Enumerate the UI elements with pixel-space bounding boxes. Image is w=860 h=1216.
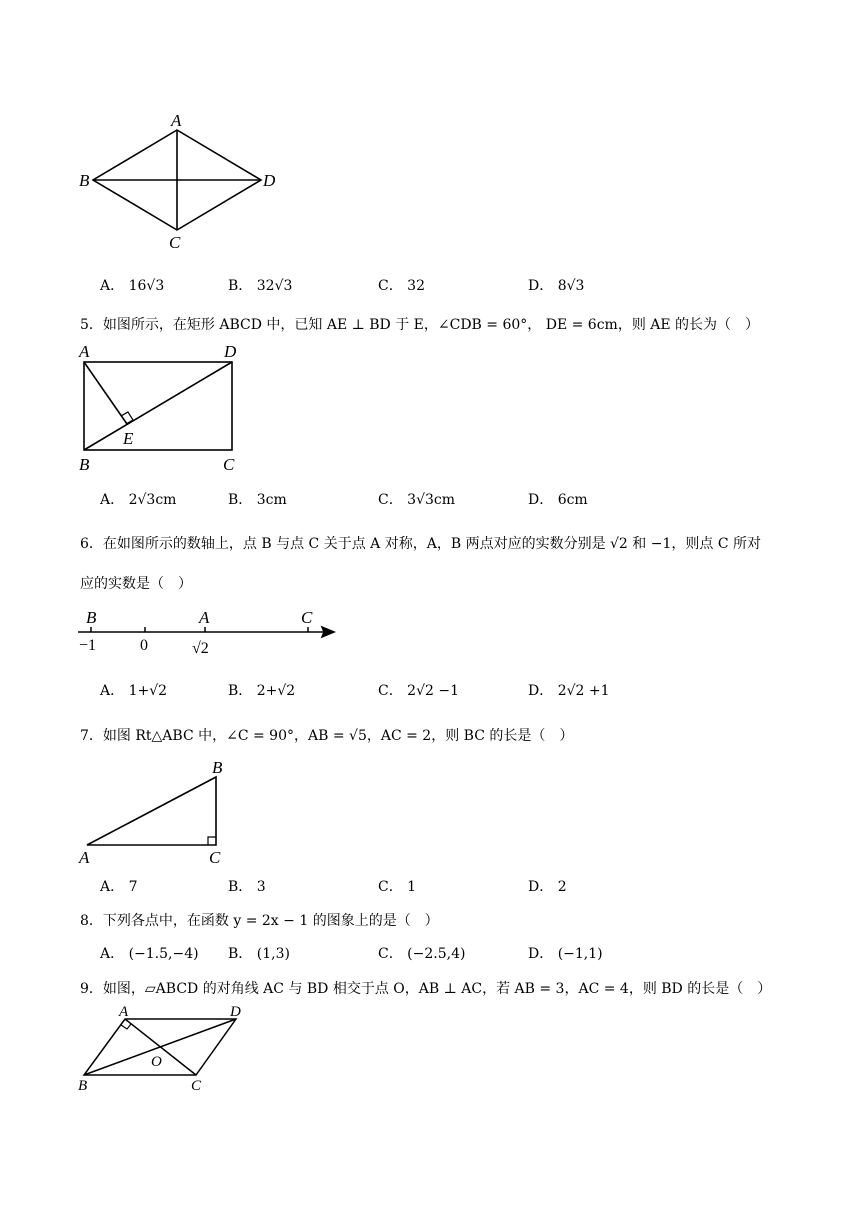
label-b: B <box>212 758 223 777</box>
label-a: A <box>79 848 90 867</box>
label-b: B <box>86 608 97 627</box>
q8-option-c[interactable]: C． (−2.5,4) <box>378 946 466 962</box>
right-angle-mark <box>208 837 216 845</box>
label-sqrt2: √2 <box>192 640 209 657</box>
label-c: C <box>223 455 235 474</box>
diagonal-bd <box>84 362 232 450</box>
q7-option-d[interactable]: D． 2 <box>528 879 567 895</box>
label-zero: 0 <box>140 637 148 654</box>
label-b: B <box>78 1078 88 1094</box>
label-c: C <box>301 608 313 627</box>
label-c: C <box>191 1078 202 1094</box>
label-e: E <box>123 429 134 448</box>
label-d: D <box>224 342 237 361</box>
label-o: O <box>151 1054 162 1070</box>
q5-rectangle-figure <box>70 340 250 475</box>
q5-option-c[interactable]: C． 3√3cm <box>378 492 456 508</box>
q4-option-c[interactable]: C． 32 <box>378 278 425 294</box>
label-d: D <box>263 171 276 190</box>
q8-text: 8．下列各点中，在函数 y = 2x − 1 的图象上的是（ ） <box>80 913 439 929</box>
q6-option-c[interactable]: C． 2√2 −1 <box>378 683 459 699</box>
q7-text: 7．如图 Rt△ABC 中，∠C = 90°，AB = √5，AC = 2，则 BC 的长是（ ） <box>80 728 574 744</box>
number-line-arrow <box>322 627 334 637</box>
q7-option-b[interactable]: B． 3 <box>228 879 266 895</box>
label-c: C <box>209 848 221 867</box>
label-a: A <box>79 342 90 361</box>
q6-text-line1: 6．在如图所示的数轴上，点 B 与点 C 关于点 A 对称，A，B 两点对应的实数分别是 √2 和 −1，则点 C 所对 <box>80 536 761 552</box>
q9-parallelogram-figure <box>70 1005 260 1100</box>
perpendicular-ae <box>84 362 127 424</box>
q5-option-a[interactable]: A． 2√3cm <box>100 492 177 508</box>
q5-option-d[interactable]: D． 6cm <box>528 492 588 508</box>
q6-number-line-figure <box>70 605 350 660</box>
q4-option-d[interactable]: D． 8√3 <box>528 278 585 294</box>
q7-right-triangle-figure <box>70 755 240 867</box>
q5-option-b[interactable]: B． 3cm <box>228 492 287 508</box>
q8-option-d[interactable]: D． (−1,1) <box>528 946 603 962</box>
label-b: B <box>79 455 90 474</box>
q8-option-b[interactable]: B． (1,3) <box>228 946 290 962</box>
q9-text: 9．如图，▱ABCD 的对角线 AC 与 BD 相交于点 O，AB ⊥ AC，若 AB = 3，AC = 4，则 BD 的长是（ ） <box>80 981 772 997</box>
right-angle-mark <box>121 1024 131 1029</box>
q4-option-b[interactable]: B． 32√3 <box>228 278 293 294</box>
q4-rhombus-figure <box>70 108 300 253</box>
label-a: A <box>119 1005 129 1020</box>
label-a: A <box>171 111 182 130</box>
label-d: D <box>230 1005 241 1020</box>
q8-option-a[interactable]: A． (−1.5,−4) <box>100 946 199 962</box>
q7-option-c[interactable]: C． 1 <box>378 879 417 895</box>
triangle-outline <box>87 777 216 845</box>
label-b: B <box>79 171 90 190</box>
label-a: A <box>199 608 210 627</box>
q6-option-d[interactable]: D． 2√2 +1 <box>528 683 610 699</box>
label-neg-one: −1 <box>79 637 97 654</box>
q4-option-a[interactable]: A． 16√3 <box>100 278 165 294</box>
q7-option-a[interactable]: A． 7 <box>100 879 138 895</box>
q5-text: 5．如图所示，在矩形 ABCD 中，已知 AE ⊥ BD 于 E，∠CDB = 60°， DE = 6cm，则 AE 的长为（ ） <box>80 317 760 333</box>
q6-text-line2: 应的实数是（ ） <box>80 576 192 592</box>
label-c: C <box>169 233 181 252</box>
q6-option-b[interactable]: B． 2+√2 <box>228 683 296 699</box>
q6-option-a[interactable]: A． 1+√2 <box>100 683 168 699</box>
